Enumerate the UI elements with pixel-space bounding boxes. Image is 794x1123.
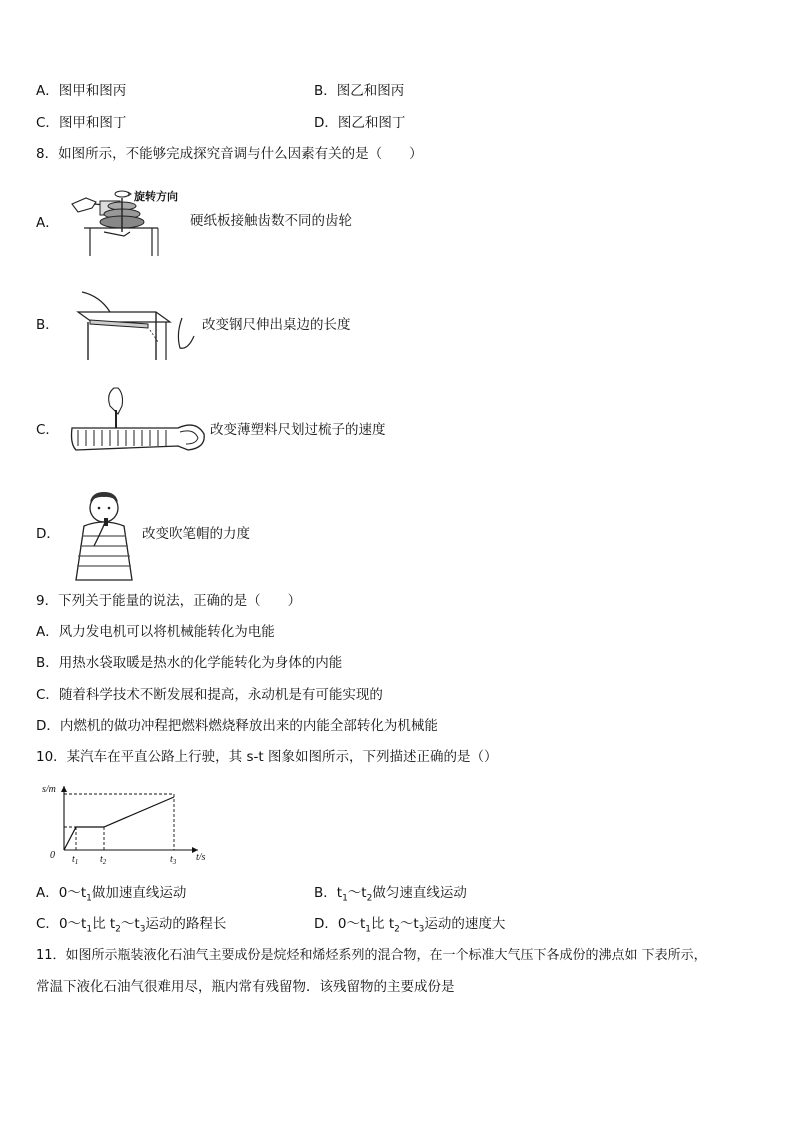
option-8d-text: 改变吹笔帽的力度 xyxy=(142,526,250,542)
option-8d-letter: D． xyxy=(36,526,60,542)
option-letter: D． xyxy=(314,115,338,131)
question-10-stem: 10．某汽车在平直公路上行驶，其 s-t 图象如图所示，下列描述正确的是（） xyxy=(36,749,498,765)
option-9a: A．风力发电机可以将机械能转化为电能 xyxy=(36,624,275,640)
option-9c: C．随着科学技术不断发展和提高，永动机是有可能实现的 xyxy=(36,687,383,703)
option-8c-text: 改变薄塑料尺划过梳子的速度 xyxy=(210,422,386,438)
t1-tick-label: $t_1$ xyxy=(72,854,79,866)
s-t-line xyxy=(64,797,174,850)
option-10a: A．$0\sim t_1$做加速直线运动 xyxy=(36,885,187,904)
option-text: 图甲和图丙 xyxy=(58,83,127,99)
option-7c xyxy=(36,114,126,132)
option-letter: A． xyxy=(36,83,59,99)
question-8-stem: 8．如图所示，不能够完成探究音调与什么因素有关的是（ ） xyxy=(36,146,423,162)
option-letter: B． xyxy=(314,83,337,99)
comb-figure xyxy=(66,384,208,470)
question-11-line2: 常温下液化石油气很难用尽，瓶内常有残留物．该残留物的主要成份是 xyxy=(36,979,455,995)
s-t-graph xyxy=(36,780,206,866)
option-8b-letter: B． xyxy=(36,317,59,333)
option-9d: D．内燃机的做功冲程把燃料燃烧释放出来的内能全部转化为机械能 xyxy=(36,718,438,734)
t2-tick-label: $t_2$ xyxy=(100,854,107,866)
boy-blowing-figure xyxy=(66,486,140,582)
t3-tick-label: $t_3$ xyxy=(170,854,177,866)
option-10c: C．$0\sim t_1$比 $t_2\sim t_3$运动的路程长 xyxy=(36,916,227,935)
option-8c-letter: C． xyxy=(36,422,59,438)
option-10d: D．$0\sim t_1$比 $t_2\sim t_3$运动的速度大 xyxy=(314,916,506,935)
rotation-direction-label: 旋转方向 xyxy=(134,190,178,203)
option-7a xyxy=(36,82,126,100)
origin-label: 0 xyxy=(50,850,55,861)
question-9-stem: 9．下列关于能量的说法，正确的是（ ） xyxy=(36,593,302,609)
option-7b xyxy=(314,82,404,100)
option-10b: B．$t_1\sim t_2$做匀速直线运动 xyxy=(314,885,467,904)
option-9b: B．用热水袋取暖是热水的化学能转化为身体的内能 xyxy=(36,655,343,671)
hand-icon xyxy=(82,292,110,312)
option-7d xyxy=(314,114,405,132)
option-8a-letter: A． xyxy=(36,215,59,231)
finger-icon xyxy=(178,318,194,348)
option-text: 图乙和图丙 xyxy=(336,83,405,99)
ruler-table-figure xyxy=(70,290,202,362)
question-11-line1: 11．如图所示瓶装液化石油气主要成份是烷烃和烯烃系列的混合物，在一个标准大气压下各成份的沸点如 下表所示， xyxy=(36,948,707,963)
hand-icon xyxy=(72,198,96,212)
option-text: 图乙和图丁 xyxy=(337,115,406,131)
gear-figure xyxy=(64,184,186,258)
option-8b-text: 改变钢尺伸出桌边的长度 xyxy=(202,317,351,333)
option-text: 图甲和图丁 xyxy=(58,115,127,131)
option-letter: C． xyxy=(36,115,59,131)
option-8a-text: 硬纸板接触齿数不同的齿轮 xyxy=(190,213,352,229)
t-axis-label: t/s xyxy=(196,852,206,863)
s-axis-label: s/m xyxy=(42,784,56,795)
